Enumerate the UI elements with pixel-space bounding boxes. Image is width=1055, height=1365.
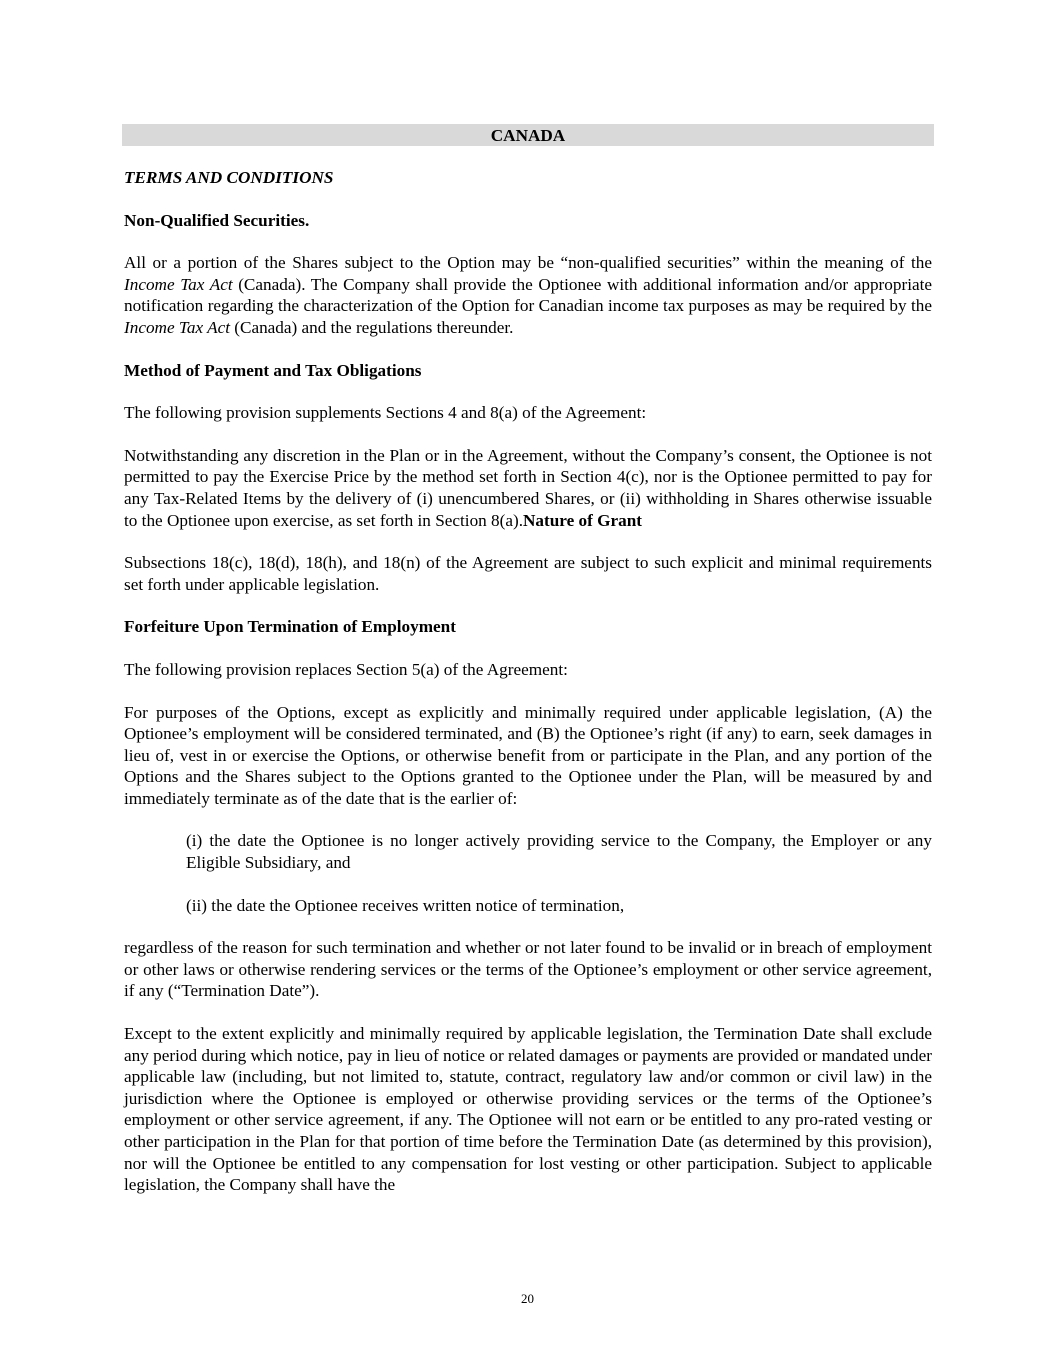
list-item-ii: (ii) the date the Optionee receives written notice of termination, <box>186 895 625 915</box>
payment-heading: Method of Payment and Tax Obligations <box>124 360 422 380</box>
list-item-i: (i) the date the Optionee is no longer actively providing service to the Company, the Employer or any Eligible Subsidiary, and <box>186 831 932 873</box>
forfeiture-paragraph: For purposes of the Options, except as explicitly and minimally required under applicable legislation, (A) the Optionee’s employment will be considered terminated, and (B) the Optionee’s right (if any) to earn, seek damages in lieu of, vest in or exercise the Options, or otherwise benefit from or participate in the Plan, and any portion of the Options and the Shares subject to the Options granted to the Optionee under the Plan, will be measured by and immediately terminate as of the date that is the earlier of: <box>124 702 932 808</box>
country-banner: CANADA <box>122 124 934 146</box>
nqs-paragraph: All or a portion of the Shares subject to the Option may be “non-qualified securities” within the meaning of the Income Tax Act (Canada). The Company shall provide the Optionee with additional information and/or appropriate notification regarding the characterization of the Option for Canadian income tax purposes as may be required by the Income Tax Act (Canada) and the regulations thereunder. <box>124 253 932 337</box>
document-page <box>124 124 932 1196</box>
except-paragraph: Except to the extent explicitly and minimally required by applicable legislation, the Termination Date shall exclude any period during which notice, pay in lieu of notice or related damages or payments are provided or mandated under applicable law (including, but not limited to, statute, contract, regulatory law and/or common or civil law) in the jurisdiction where the Optionee is employed or otherwise providing services or the terms of the Optionee’s employment or other service agreement, if any. The Optionee will not earn or be entitled to any pro-rated vesting or other participation in the Plan for that portion of time before the Termination Date (as determined by this provision), nor will the Optionee be entitled to any compensation for lost vesting or other participation. Subject to applicable legislation, the Company shall have the <box>124 1024 932 1195</box>
forfeiture-heading: Forfeiture Upon Termination of Employment <box>124 617 456 637</box>
section-title: TERMS AND CONDITIONS <box>124 168 334 187</box>
payment-intro: The following provision supplements Sections 4 and 8(a) of the Agreement: <box>124 403 647 423</box>
page-number: 20 <box>521 1291 534 1306</box>
nature-heading: Nature of Grant <box>523 510 643 530</box>
nqs-heading: Non-Qualified Securities. <box>124 210 310 230</box>
termination-date-paragraph: regardless of the reason for such termination and whether or not later found to be invalid or in breach of employment or other laws or otherwise rendering services or the terms of the Optionee’s employment or other service agreement, if any (“Termination Date”). <box>124 938 932 1001</box>
forfeiture-intro: The following provision replaces Section 5(a) of the Agreement: <box>124 659 568 679</box>
nature-paragraph: Subsections 18(c), 18(d), 18(h), and 18(n) of the Agreement are subject to such explicit and minimal requirements set forth under applicable legislation. <box>124 553 932 594</box>
payment-paragraph: Notwithstanding any discretion in the Plan or in the Agreement, without the Company’s consent, the Optionee is not permitted to pay the Exercise Price by the method set forth in Section 4(c), nor is the Optionee permitted to pay for any Tax-Related Items by the delivery of (i) unencumbered Shares, or (ii) withholding in Shares otherwise issuable to the Optionee upon exercise, as set forth in Section 8(a).Nature of Grant <box>124 445 932 530</box>
